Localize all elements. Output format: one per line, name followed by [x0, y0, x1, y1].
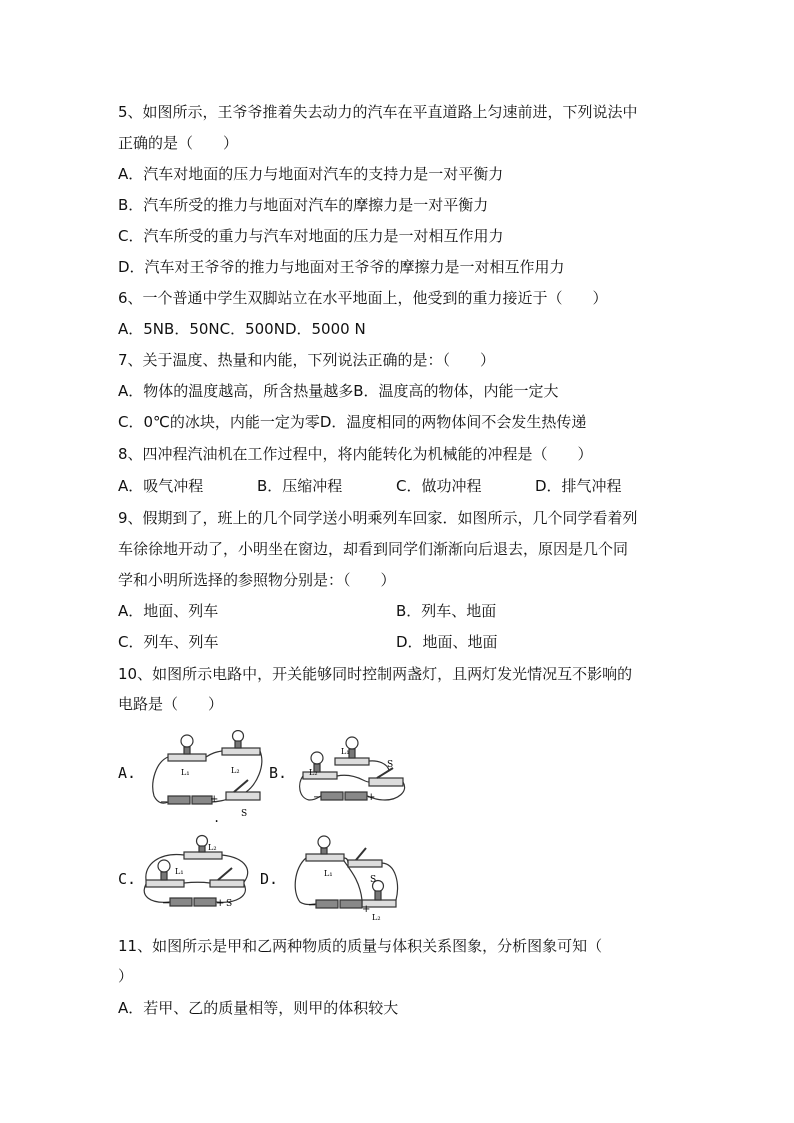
q5-option-c: C．汽车所受的重力与汽车对地面的压力是一对相互作用力 [118, 227, 504, 245]
circuit-d-s-label: S [370, 875, 377, 885]
q11-stem-line2: ） [118, 967, 134, 985]
q10-label-b: B. [269, 764, 288, 782]
q10-stem-line2: 电路是（ ） [118, 695, 224, 713]
circuit-a-figure [150, 730, 265, 820]
q11-option-a: A．若甲、乙的质量相等，则甲的体积较大 [118, 999, 399, 1017]
circuit-d-l1-label: L₁ [324, 869, 333, 878]
q9-stem-line1: 9、假期到了，班上的几个同学送小明乘列车回家．如图所示，几个同学看着列 [118, 509, 638, 527]
q6-stem: 6、一个普通中学生双脚站立在水平地面上，他受到的重力接近于（ ） [118, 289, 608, 307]
q8-option-d: D．排气冲程 [535, 477, 622, 495]
circuit-a-minus: − [160, 797, 169, 808]
circuit-d-minus: − [308, 900, 317, 911]
q10-label-c: C. [118, 870, 137, 888]
q9-option-a: A．地面、列车 [118, 602, 219, 620]
q8-stem: 8、四冲程汽油机在工作过程中，将内能转化为机械能的冲程是（ ） [118, 445, 593, 463]
q10-stray-dot: . [213, 811, 221, 825]
q11-stem-line1: 11、如图所示是甲和乙两种物质的质量与体积关系图象，分析图象可知（ [118, 937, 603, 955]
q8-option-b: B．压缩冲程 [257, 477, 343, 495]
circuit-d-plus: + [362, 904, 371, 915]
q7-options-ab: A．物体的温度越高，所含热量越多B．温度高的物体，内能一定大 [118, 382, 559, 400]
q5-stem-line1: 5、如图所示，王爷爷推着失去动力的汽车在平直道路上匀速前进，下列说法中 [118, 103, 638, 121]
circuit-c-figure [140, 834, 255, 916]
q7-stem: 7、关于温度、热量和内能，下列说法正确的是：（ ） [118, 351, 496, 369]
circuit-a-l2-label: L₂ [231, 766, 240, 775]
circuit-c-minus: − [162, 898, 171, 909]
circuit-a-plus: + [210, 794, 219, 805]
q10-stem-line1: 10、如图所示电路中，开关能够同时控制两盏灯，且两灯发光情况互不影响的 [118, 665, 633, 683]
circuit-c-s-label: S [226, 899, 233, 909]
circuit-b-l2-label: L₂ [309, 768, 318, 777]
circuit-b-l1-label: L₁ [341, 747, 350, 756]
q6-options: A．5NB．50NC．500ND．5000 N [118, 320, 366, 338]
q5-option-d: D．汽车对王爷爷的推力与地面对王爷爷的摩擦力是一对相互作用力 [118, 258, 565, 276]
q8-option-a: A．吸气冲程 [118, 477, 204, 495]
q5-option-b: B．汽车所受的推力与地面对汽车的摩擦力是一对平衡力 [118, 196, 489, 214]
circuit-a-s-label: S [241, 809, 248, 819]
q8-option-c: C．做功冲程 [396, 477, 482, 495]
circuit-b-figure [297, 734, 412, 814]
circuit-c-l2-label: L₂ [208, 843, 217, 852]
q9-option-c: C．列车、列车 [118, 633, 219, 651]
q7-options-cd: C．0℃的冰块，内能一定为零D．温度相同的两物体间不会发生热传递 [118, 413, 587, 431]
circuit-c-plus: + [216, 898, 225, 909]
q10-label-a: A. [118, 764, 137, 782]
q9-option-d: D．地面、地面 [396, 633, 498, 651]
circuit-a-l1-label: L₁ [181, 768, 190, 777]
circuit-b-minus: − [313, 792, 322, 803]
circuit-c-l1-label: L₁ [175, 867, 184, 876]
circuit-b-s-label: S [387, 760, 394, 770]
circuit-d-figure [290, 832, 405, 924]
q5-stem-line2: 正确的是（ ） [118, 134, 239, 152]
q9-option-b: B．列车、地面 [396, 602, 497, 620]
q10-label-d: D. [260, 870, 279, 888]
circuit-d-l2-label: L₂ [372, 913, 381, 922]
q9-stem-line3: 学和小明所选择的参照物分别是：（ ） [118, 571, 396, 589]
q9-stem-line2: 车徐徐地开动了，小明坐在窗边，却看到同学们渐渐向后退去，原因是几个同 [118, 540, 629, 558]
q5-option-a: A．汽车对地面的压力与地面对汽车的支持力是一对平衡力 [118, 165, 504, 183]
circuit-b-plus: + [367, 792, 376, 803]
